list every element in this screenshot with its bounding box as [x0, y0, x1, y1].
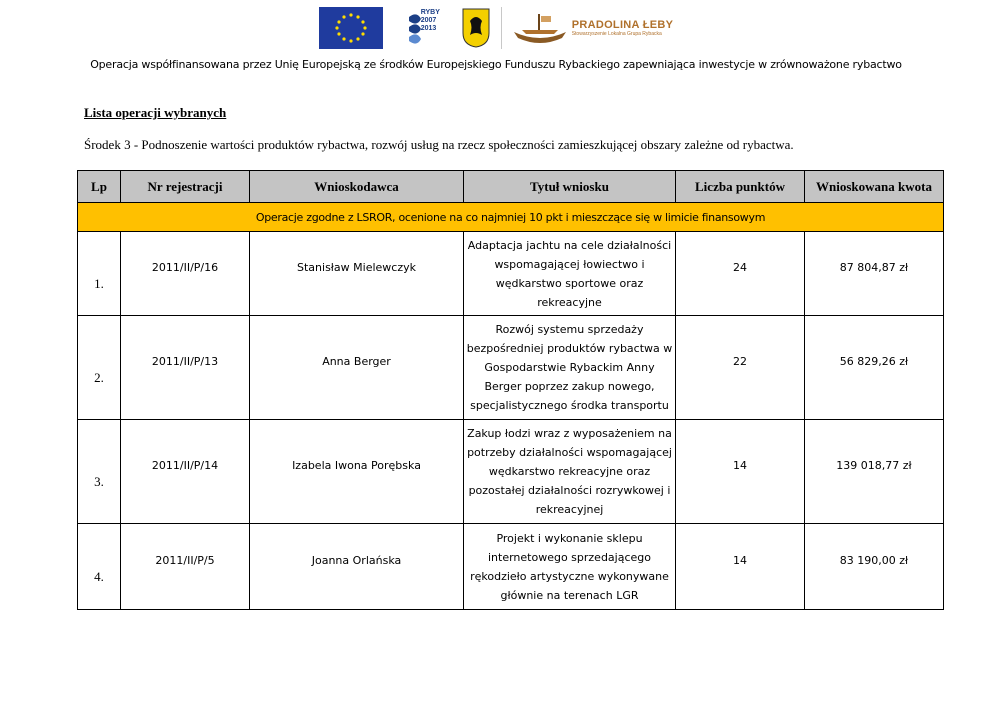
row-amount: 83 190,00 zł — [805, 524, 944, 610]
eu-flag-logo — [319, 7, 383, 49]
row-points: 24 — [676, 232, 805, 316]
row-points: 14 — [676, 524, 805, 610]
row-title: Projekt i wykonanie sklepu internetowego sprzedającego rękodzieło artystyczne wykonywane głównie na terenach LGR — [464, 524, 676, 610]
row-registration: 2011/II/P/13 — [121, 316, 250, 420]
row-lp: 4. — [78, 524, 121, 610]
table-row — [78, 232, 944, 316]
document-heading: Lista operacji wybranych — [84, 105, 227, 120]
row-applicant: Stanisław Mielewczyk — [250, 232, 464, 316]
ryby-logo — [407, 7, 451, 49]
table-row — [78, 316, 944, 420]
row-registration: 2011/II/P/5 — [121, 524, 250, 610]
pomorskie-crest-logo — [461, 7, 491, 49]
row-lp: 1. — [78, 232, 121, 316]
row-registration: 2011/II/P/14 — [121, 420, 250, 524]
row-points: 22 — [676, 316, 805, 420]
table-row — [78, 524, 944, 610]
operations-table — [77, 170, 944, 610]
pradolina-logo-subtitle: Stowarzyszenie Lokalna Grupa Rybacka — [571, 31, 662, 37]
column-header-lp: Lp — [78, 171, 121, 203]
cofinancing-note: Operacja współfinansowana przez Unię Europejską ze środków Europejskiego Funduszu Rybackiego zapewniająca inwestycje w zrównoważone rybactwo — [90, 58, 902, 71]
row-registration: 2011/II/P/16 — [121, 232, 250, 316]
row-amount: 56 829,26 zł — [805, 316, 944, 420]
row-amount: 87 804,87 zł — [805, 232, 944, 316]
logo-divider — [501, 7, 502, 49]
row-lp: 3. — [78, 420, 121, 524]
column-header-amount: Wnioskowana kwota — [805, 171, 944, 203]
header-logos — [0, 6, 992, 50]
section-row — [78, 203, 944, 232]
row-applicant: Joanna Orlańska — [250, 524, 464, 610]
ryby-logo-text: RYBY 2007 2013 — [420, 9, 440, 32]
row-points: 14 — [676, 420, 805, 524]
column-header-title: Tytuł wniosku — [464, 171, 676, 203]
column-header-applicant: Wnioskodawca — [250, 171, 464, 203]
row-title: Zakup łodzi wraz z wyposażeniem na potrzeby działalności wspomagającej wędkarstwo rekreacyjne oraz pozostałej działalności rozrywkowej i rekreacyjnej — [464, 420, 676, 524]
column-header-points: Liczba punktów — [676, 171, 805, 203]
measure-description: Środek 3 - Podnoszenie wartości produktów rybactwa, rozwój usług na rzecz społeczności zamieszkującej obszary zależne od rybactwa. — [84, 137, 794, 152]
row-title: Rozwój systemu sprzedaży bezpośredniej produktów rybactwa w Gospodarstwie Rybackim Anny Berger poprzez zakup nowego, specjalistycznego środka transportu — [464, 316, 676, 420]
row-applicant: Izabela Iwona Porębska — [250, 420, 464, 524]
table-row — [78, 420, 944, 524]
row-title: Adaptacja jachtu na cele działalności wspomagającej łowiectwo i wędkarstwo sportowe oraz rekreacyjne — [464, 232, 676, 316]
row-applicant: Anna Berger — [250, 316, 464, 420]
section-label: Operacje zgodne z LSROR, ocenione na co najmniej 10 pkt i mieszczące się w limicie finansowym — [78, 203, 944, 232]
pradolina-logo-name: PRADOLINA ŁEBY — [571, 19, 674, 31]
pradolina-leby-logo — [512, 10, 674, 46]
row-lp: 2. — [78, 316, 121, 420]
row-amount: 139 018,77 zł — [805, 420, 944, 524]
column-header-registration: Nr rejestracji — [121, 171, 250, 203]
table-header-row — [78, 171, 944, 203]
